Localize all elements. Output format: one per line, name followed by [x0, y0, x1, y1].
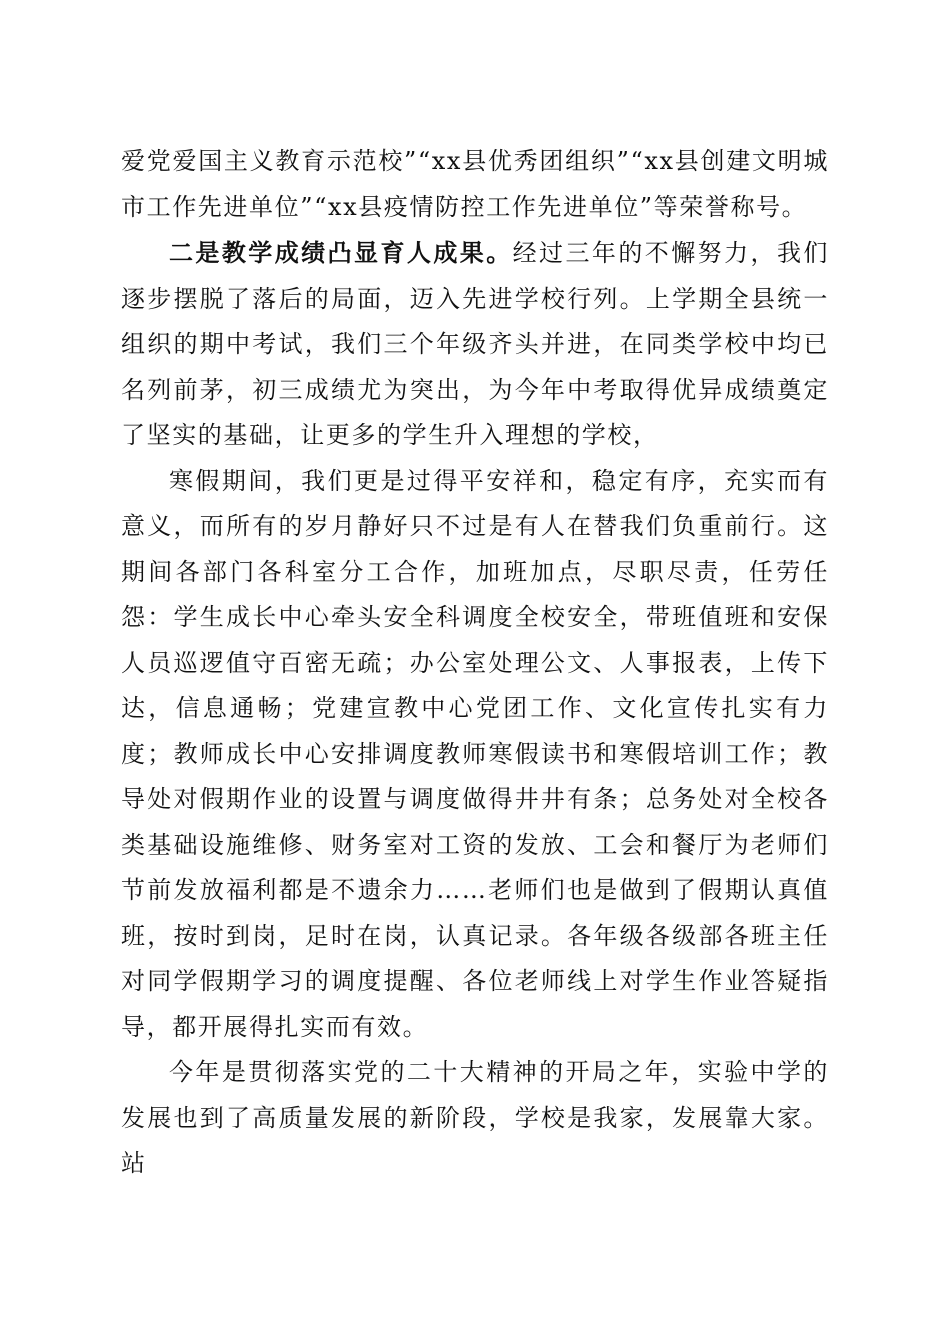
paragraph-text: 今年是贯彻落实党的二十大精神的开局之年，实验中学的发展也到了高质量发展的新阶段，学校是我家，发展靠大家。站: [121, 1058, 829, 1177]
paragraph-text: 经过三年的不懈努力，我们逐步摆脱了落后的局面，迈入先进学校行列。上学期全县统一组织的期中考试，我们三个年级齐头并进，在同类学校中均已名列前茅，初三成绩尤为突出，为今年中考取得优异成绩奠定了坚实的基础，让更多的学生升入理想的学校，: [121, 239, 829, 449]
paragraph-lead-heading: 二是教学成绩凸显育人成果。: [169, 238, 513, 267]
paragraph-honors: [121, 139, 829, 230]
paragraph-teaching-results: [121, 230, 829, 459]
paragraph-winter-break: [121, 459, 829, 1051]
paragraph-text: 爱党爱国主义教育示范校”“xx县优秀团组织”“xx县创建文明城市工作先进单位”“xx县疫情防控工作先进单位”等荣誉称号。: [121, 147, 829, 221]
document-body: [121, 139, 829, 1187]
paragraph-text: 寒假期间，我们更是过得平安祥和，稳定有序，充实而有意义，而所有的岁月静好只不过是有人在替我们负重前行。这期间各部门各科室分工合作，加班加点，尽职尽责，任劳任怨：学生成长中心牵头安全科调度全校安全，带班值班和安保人员巡逻值守百密无疏；办公室处理公文、人事报表，上传下达，信息通畅；党建宣教中心党团工作、文化宣传扎实有力度；教师成长中心安排调度教师寒假读书和寒假培训工作；教导处对假期作业的设置与调度做得井井有条；总务处对全校各类基础设施维修、财务室对工资的发放、工会和餐厅为老师们节前发放福利都是不遗余力……老师们也是做到了假期认真值班，按时到岗，足时在岗，认真记录。各年级各级部各班主任对同学假期学习的调度提醒、各位老师线上对学生作业答疑指导，都开展得扎实而有效。: [121, 466, 829, 1041]
paragraph-new-stage: [121, 1050, 829, 1187]
